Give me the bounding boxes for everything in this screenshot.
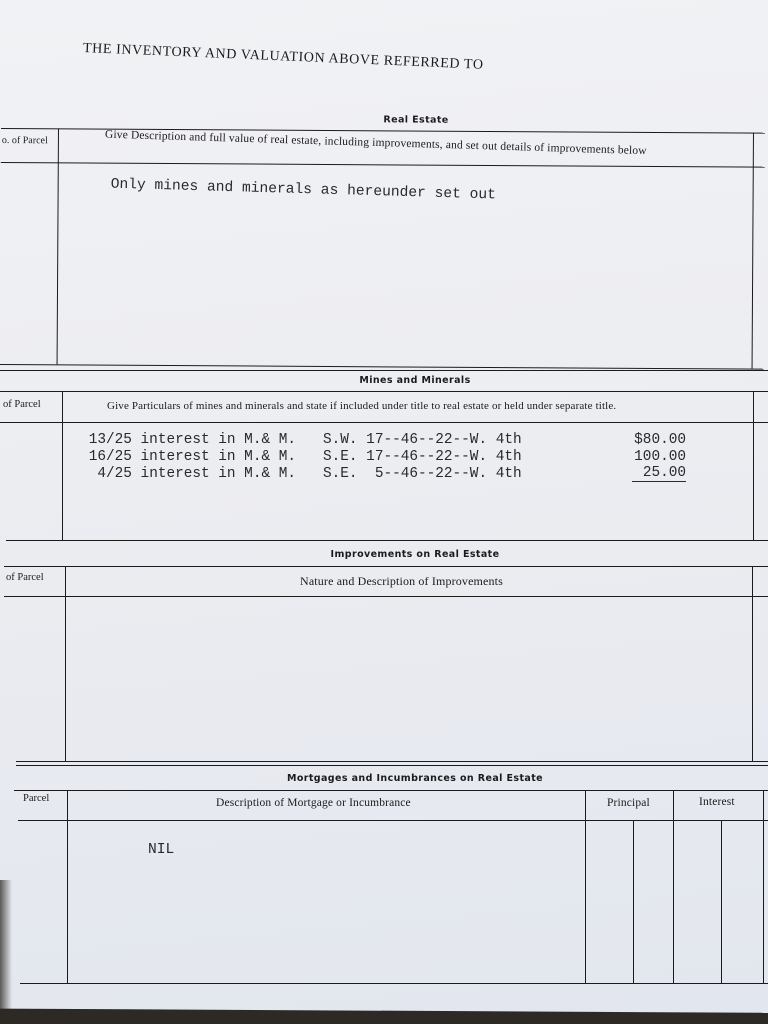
real-estate-entry: Only mines and minerals as hereunder set out [110,176,497,204]
desk-background [0,996,768,1024]
table-rule [1,162,765,168]
mineral-row [0,449,700,466]
value-cell: 100.00 [634,449,686,465]
page-title: THE INVENTORY AND VALUATION ABOVE REFERRED TO [82,41,484,73]
parcel-column-header: o. of Parcel [1,135,48,147]
parcel-column-header: of Parcel [3,399,41,410]
parcel-column-header: Parcel [23,793,50,804]
table-rule [20,983,768,984]
column-divider [763,790,764,983]
table-rule [16,765,768,766]
column-divider [753,391,754,540]
column-divider [633,820,634,983]
table-rule [0,364,764,370]
table-rule [4,566,768,567]
description-column-header: Nature and Description of Improvements [300,574,503,588]
description-column-header: Description of Mortgage or Incumbrance [216,797,411,809]
column-divider [65,566,66,761]
table-rule [0,370,768,371]
interest-cell: 13/25 interest in M.& M. [88,432,296,448]
column-divider [673,790,674,983]
interest-column-header: Interest [699,796,735,808]
interest-cell: 4/25 interest in M.& M. [97,466,296,482]
column-divider [752,566,753,761]
legal-location-cell: S.W. 17--46--22--W. 4th [323,432,522,448]
table-rule [4,596,768,597]
column-divider [585,790,586,983]
table-rule [18,820,768,821]
interest-cell: 16/25 interest in M.& M. [88,449,296,465]
value-cell-underlined: 25.00 [632,466,686,482]
mortgage-entry: NIL [148,842,175,858]
table-rule [14,790,768,791]
column-divider [752,133,754,369]
mines-minerals-heading: Mines and Minerals [359,375,471,386]
real-estate-section [0,108,765,375]
value-cell: $80.00 [634,432,686,448]
legal-location-cell: S.E. 17--46--22--W. 4th [323,449,522,465]
mineral-row [0,432,700,449]
paper-edge-shadow [0,880,12,1010]
table-rule [6,540,768,541]
column-divider [721,820,722,983]
table-rule [16,761,768,762]
legal-location-cell: S.E. 5--46--22--W. 4th [323,466,522,482]
improvements-heading: Improvements on Real Estate [330,549,500,560]
description-column-header: Give Description and full value of real estate, including improvements, and set out details of improvements below [104,128,647,158]
table-rule [0,422,768,423]
description-column-header: Give Particulars of mines and minerals and state if included under title to real estate or held under separate title. [107,400,617,412]
column-divider [67,790,68,983]
column-divider [57,128,59,364]
mortgages-heading: Mortgages and Incumbrances on Real Estate [286,773,543,784]
parcel-column-header: of Parcel [6,572,44,583]
real-estate-heading: Real Estate [383,114,449,126]
principal-column-header: Principal [607,797,650,809]
mineral-row [0,466,700,483]
table-rule [0,391,768,392]
